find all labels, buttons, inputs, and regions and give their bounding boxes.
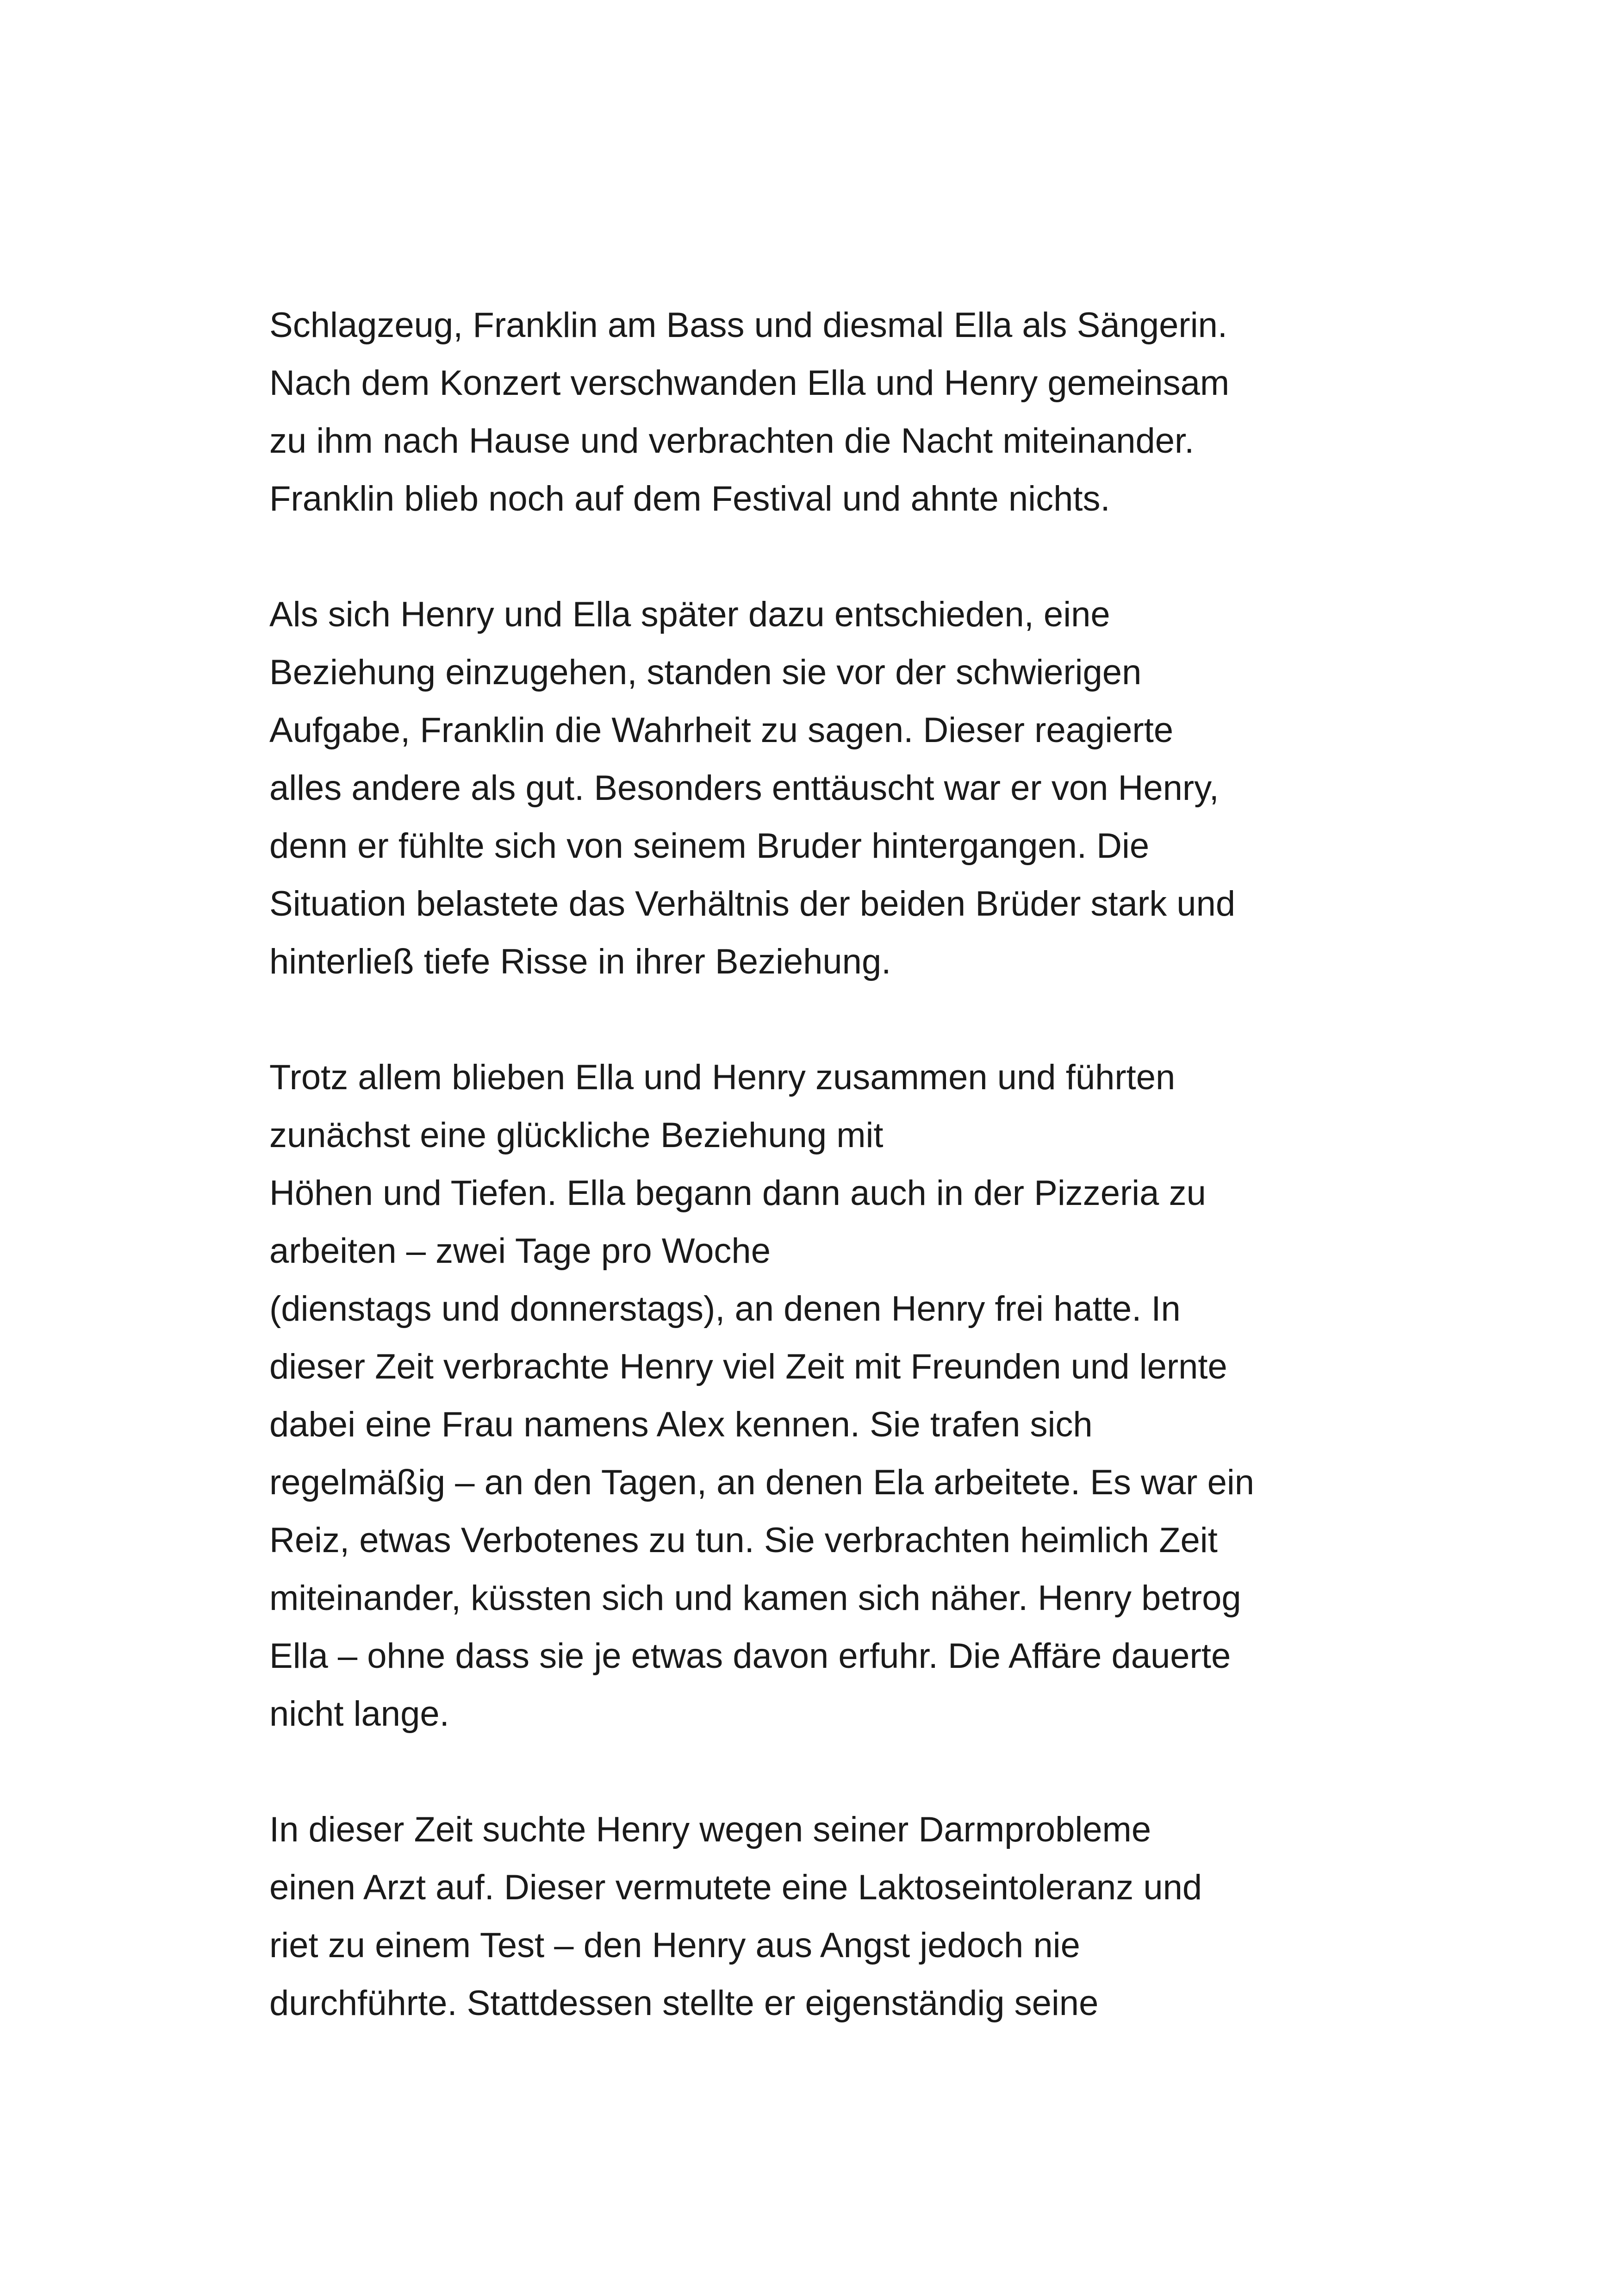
text-line: Reiz, etwas Verbotenes zu tun. Sie verbrachten heimlich Zeit [269, 1521, 1218, 1560]
text-line: Trotz allem blieben Ella und Henry zusammen und führten [269, 1058, 1176, 1097]
paragraph-4 [269, 1801, 1371, 2032]
text-line: regelmäßig – an den Tagen, an denen Ela arbeitete. Es war ein [269, 1463, 1254, 1502]
text-line: Schlagzeug, Franklin am Bass und diesmal Ella als Sängerin. [269, 306, 1227, 345]
paragraph-1 [269, 296, 1371, 528]
text-line: Situation belastete das Verhältnis der beiden Brüder stark und [269, 884, 1236, 923]
text-line: einen Arzt auf. Dieser vermutete eine Laktoseintoleranz und [269, 1868, 1202, 1907]
text-line: Aufgabe, Franklin die Wahrheit zu sagen. Dieser reagierte [269, 711, 1174, 750]
text-line: Franklin blieb noch auf dem Festival und ahnte nichts. [269, 479, 1110, 518]
text-line: dieser Zeit verbrachte Henry viel Zeit mit Freunden und lernte [269, 1347, 1227, 1386]
text-line: Höhen und Tiefen. Ella begann dann auch in der Pizzeria zu [269, 1173, 1206, 1213]
text-line: (dienstags und donnerstags), an denen Henry frei hatte. In [269, 1289, 1181, 1329]
text-line: In dieser Zeit suchte Henry wegen seiner Darmprobleme [269, 1810, 1151, 1849]
text-line: Als sich Henry und Ella später dazu entschieden, eine [269, 595, 1110, 634]
text-line: arbeiten – zwei Tage pro Woche [269, 1231, 771, 1271]
text-line: zunächst eine glückliche Beziehung mit [269, 1116, 884, 1155]
text-line: riet zu einem Test – den Henry aus Angst jedoch nie [269, 1926, 1080, 1965]
body-text [269, 296, 1371, 2090]
text-line: alles andere als gut. Besonders enttäuscht war er von Henry, [269, 768, 1219, 808]
text-line: nicht lange. [269, 1694, 449, 1734]
text-line: Beziehung einzugehen, standen sie vor der schwierigen [269, 653, 1142, 692]
text-line: miteinander, küssten sich und kamen sich näher. Henry betrog [269, 1578, 1241, 1618]
text-line: Nach dem Konzert verschwanden Ella und Henry gemeinsam [269, 363, 1230, 403]
text-line: durchführte. Stattdessen stellte er eigenständig seine [269, 1984, 1099, 2023]
text-line: denn er fühlte sich von seinem Bruder hintergangen. Die [269, 826, 1150, 866]
paragraph-2 [269, 586, 1371, 991]
text-line: hinterließ tiefe Risse in ihrer Beziehung. [269, 942, 891, 981]
paragraph-3 [269, 1048, 1371, 1743]
text-line: dabei eine Frau namens Alex kennen. Sie trafen sich [269, 1405, 1093, 1444]
text-line: Ella – ohne dass sie je etwas davon erfuhr. Die Affäre dauerte [269, 1636, 1231, 1676]
text-line: zu ihm nach Hause und verbrachten die Nacht miteinander. [269, 421, 1195, 461]
